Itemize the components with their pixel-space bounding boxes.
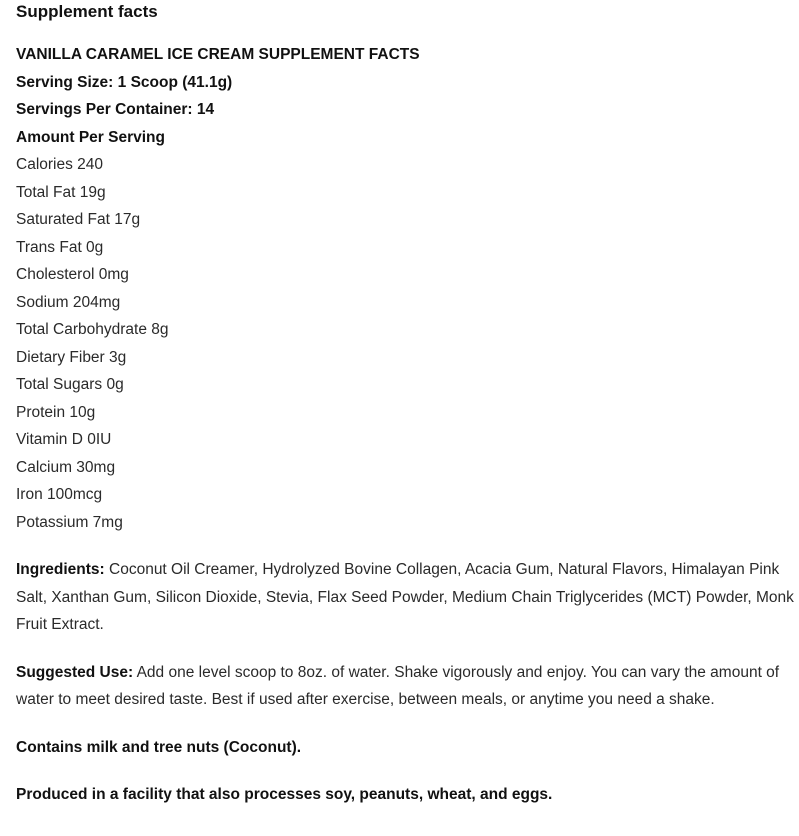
nutrient-saturated-fat: Saturated Fat 17g: [16, 211, 141, 228]
nutrient-potassium: Potassium 7mg: [16, 513, 123, 531]
suggested-use-paragraph: [16, 659, 796, 714]
suggested-use-label: Suggested Use:: [16, 663, 134, 681]
servings-per-container: Servings Per Container: 14: [16, 101, 215, 118]
supplement-facts-block: [16, 41, 799, 536]
nutrient-cholesterol: Cholesterol 0mg: [16, 266, 129, 283]
nutrient-calcium: Calcium 30mg: [16, 458, 116, 476]
ingredients-paragraph: [16, 556, 796, 639]
allergen-statement: Contains milk and tree nuts (Coconut).: [16, 738, 302, 756]
nutrient-iron: Iron 100mcg: [16, 486, 103, 503]
nutrient-calories: Calories 240: [16, 156, 104, 173]
ingredients-label: Ingredients:: [16, 561, 105, 578]
nutrient-protein: Protein 10g: [16, 403, 96, 421]
suggested-use-text: Add one level scoop to 8oz. of water. Shake vigorously and enjoy. You can vary the amount of water to meet desired taste. Best if used after exercise, between meals, or anytime you need a shake.: [16, 663, 780, 708]
ingredients-text: Coconut Oil Creamer, Hydrolyzed Bovine Collagen, Acacia Gum, Natural Flavors, Himalayan Pink Salt, Xanthan Gum, Silicon Dioxide, Stevia, Flax Seed Powder, Medium Chain Triglycerides (MCT) Powder, Monk Fruit Extract.: [16, 561, 794, 633]
nutrient-sodium: Sodium 204mg: [16, 293, 121, 311]
section-heading: Supplement facts: [16, 2, 158, 21]
facts-title: VANILLA CARAMEL ICE CREAM SUPPLEMENT FACTS: [16, 46, 420, 63]
serving-size: Serving Size: 1 Scoop (41.1g): [16, 73, 233, 91]
nutrient-total-fat: Total Fat 19g: [16, 183, 106, 201]
facility-statement: Produced in a facility that also processes soy, peanuts, wheat, and eggs.: [16, 786, 553, 803]
nutrient-vitamin-d: Vitamin D 0IU: [16, 431, 112, 448]
nutrient-total-sugars: Total Sugars 0g: [16, 376, 124, 393]
nutrient-dietary-fiber: Dietary Fiber 3g: [16, 348, 127, 366]
amount-per-serving: Amount Per Serving: [16, 128, 165, 146]
nutrient-trans-fat: Trans Fat 0g: [16, 238, 104, 256]
nutrient-total-carbohydrate: Total Carbohydrate 8g: [16, 321, 169, 338]
